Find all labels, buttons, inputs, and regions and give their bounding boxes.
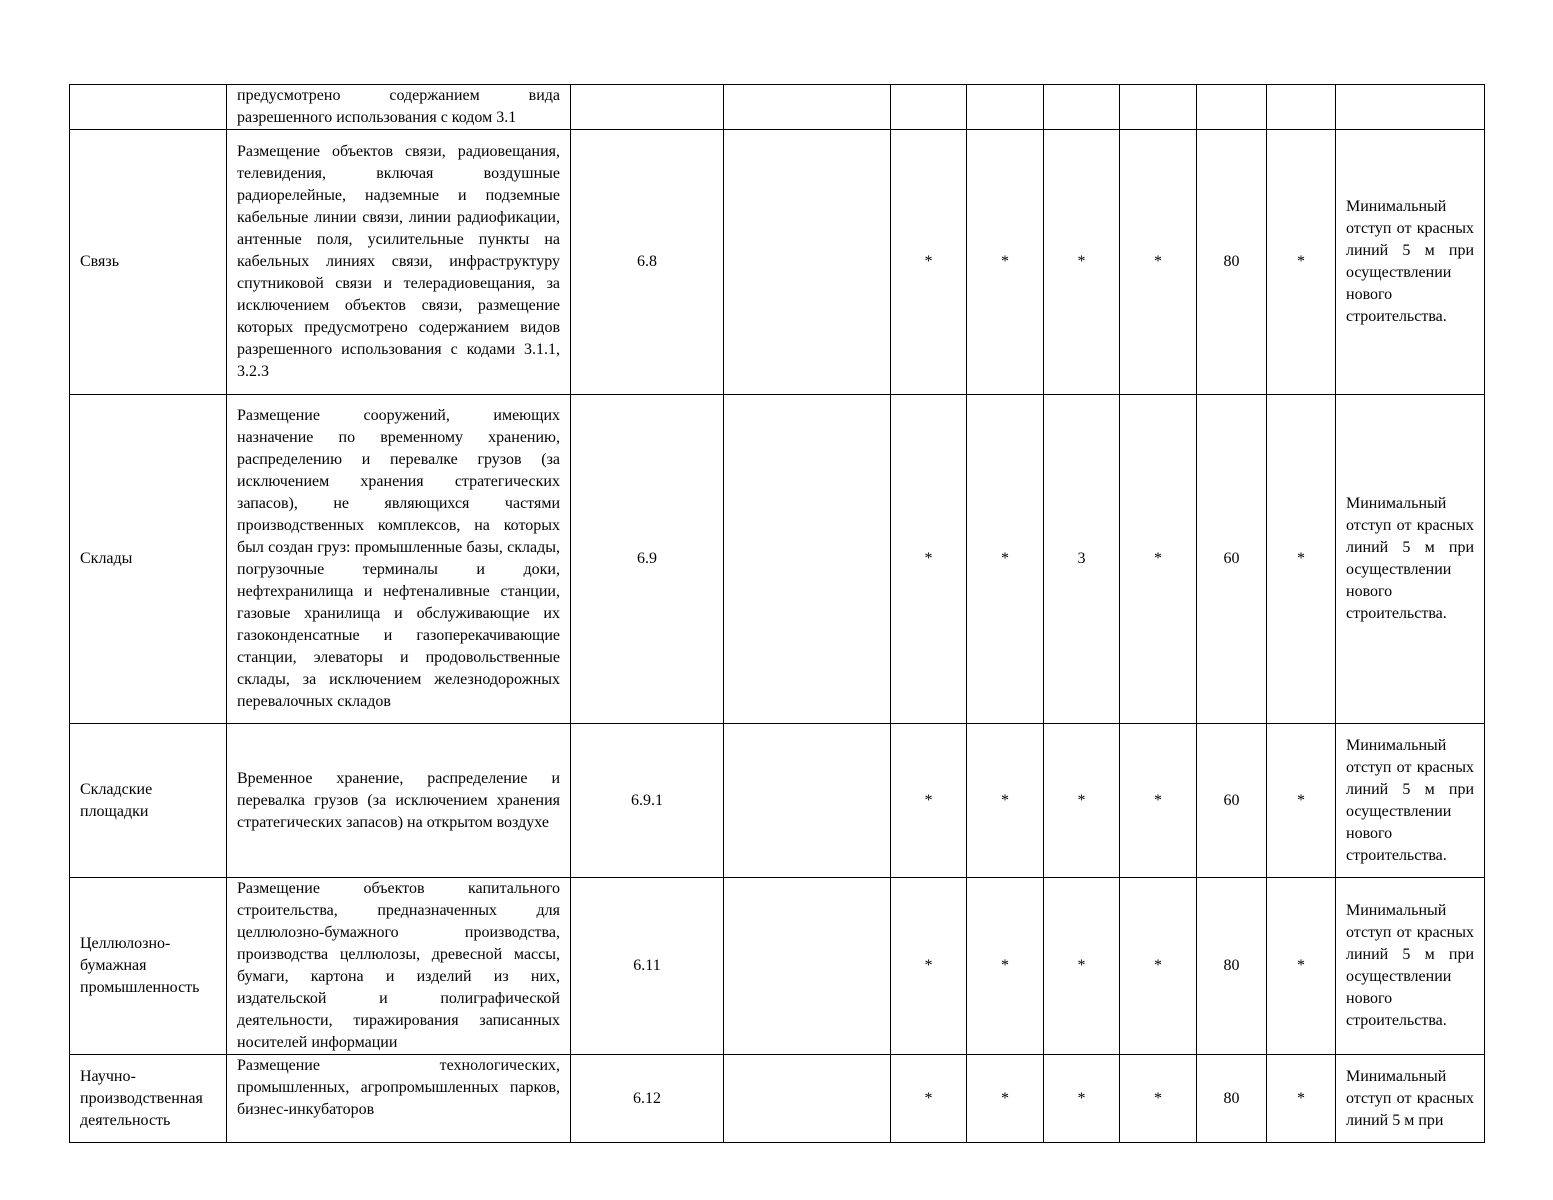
row-name-cell: Целлюлозно-бумажная промышленность	[70, 878, 227, 1055]
value-cell-6: 80	[1197, 878, 1267, 1055]
value-cell-6: 60	[1197, 724, 1267, 878]
value-cell-3: *	[967, 130, 1044, 395]
value-cell-7: *	[1267, 878, 1336, 1055]
row-note-cell: Минимальный отступ от красных линий 5 м при осуществлении нового строительства.	[1336, 395, 1485, 724]
row-description-cell: Временное хранение, распределение и перевалка грузов (за исключением хранения стратегических запасов) на открытом воздухе	[227, 724, 571, 878]
value-cell-2: *	[891, 130, 967, 395]
value-cell-6	[1197, 85, 1267, 130]
row-code-cell: 6.9	[571, 395, 724, 724]
row-description-cell: предусмотрено содержанием вида разрешенного использования с кодом 3.1	[227, 85, 571, 130]
value-cell-7: *	[1267, 395, 1336, 724]
row-note-cell	[1336, 85, 1485, 130]
row-note-cell: Минимальный отступ от красных линий 5 м при осуществлении нового строительства.	[1336, 878, 1485, 1055]
row-description-cell: Размещение объектов связи, радиовещания, телевидения, включая воздушные радиорелейные, надземные и подземные кабельные линии связи, линии радиофикации, антенные поля, усилительные пункты на кабельных линиях связи, инфраструктуру спутниковой связи и телерадиовещания, за исключением объектов связи, размещение которых предусмотрено содержанием видов разрешенного использования с кодами 3.1.1, 3.2.3	[227, 130, 571, 395]
value-cell-5: *	[1120, 724, 1197, 878]
value-cell-4: *	[1044, 1055, 1120, 1143]
value-cell-1	[724, 724, 891, 878]
row-name-cell: Склады	[70, 395, 227, 724]
table-row	[70, 878, 1485, 1055]
land-use-table	[69, 84, 1485, 1143]
value-cell-7: *	[1267, 130, 1336, 395]
value-cell-2: *	[891, 724, 967, 878]
value-cell-3: *	[967, 395, 1044, 724]
value-cell-3: *	[967, 1055, 1044, 1143]
row-name-cell	[70, 85, 227, 130]
value-cell-2: *	[891, 1055, 967, 1143]
table-row	[70, 130, 1485, 395]
value-cell-5: *	[1120, 878, 1197, 1055]
value-cell-3	[967, 85, 1044, 130]
value-cell-4: *	[1044, 130, 1120, 395]
table-row	[70, 85, 1485, 130]
row-description-cell: Размещение сооружений, имеющих назначение по временному хранению, распределению и перевалке грузов (за исключением хранения стратегических запасов), не являющихся частями производственных комплексов, на которых был создан груз: промышленные базы, склады, погрузочные терминалы и доки, нефтехранилища и нефтеналивные станции, газовые хранилища и обслуживающие их газоконденсатные и газоперекачивающие станции, элеваторы и продовольственные склады, за исключением железнодорожных перевалочных складов	[227, 395, 571, 724]
row-code-cell: 6.12	[571, 1055, 724, 1143]
value-cell-1	[724, 1055, 891, 1143]
row-code-cell: 6.11	[571, 878, 724, 1055]
value-cell-2: *	[891, 395, 967, 724]
table-row	[70, 395, 1485, 724]
value-cell-4: 3	[1044, 395, 1120, 724]
value-cell-6: 80	[1197, 1055, 1267, 1143]
row-name-cell: Связь	[70, 130, 227, 395]
value-cell-3: *	[967, 724, 1044, 878]
value-cell-1	[724, 395, 891, 724]
value-cell-4	[1044, 85, 1120, 130]
value-cell-5	[1120, 85, 1197, 130]
value-cell-1	[724, 130, 891, 395]
value-cell-6: 60	[1197, 395, 1267, 724]
value-cell-5: *	[1120, 130, 1197, 395]
row-note-cell: Минимальный отступ от красных линий 5 м при	[1336, 1055, 1485, 1143]
table-row	[70, 1055, 1485, 1143]
value-cell-1	[724, 878, 891, 1055]
value-cell-4: *	[1044, 724, 1120, 878]
value-cell-1	[724, 85, 891, 130]
value-cell-4: *	[1044, 878, 1120, 1055]
row-name-cell: Научно-производственная деятельность	[70, 1055, 227, 1143]
row-description-cell: Размещение объектов капитального строительства, предназначенных для целлюлозно-бумажного производства, производства целлюлозы, древесной массы, бумаги, картона и изделий из них, издательской и полиграфической деятельности, тиражирования записанных носителей информации	[227, 878, 571, 1055]
row-note-cell: Минимальный отступ от красных линий 5 м при осуществлении нового строительства.	[1336, 724, 1485, 878]
row-code-cell: 6.8	[571, 130, 724, 395]
value-cell-2: *	[891, 878, 967, 1055]
row-description-cell: Размещение технологических, промышленных, агропромышленных парков, бизнес-инкубаторов	[227, 1055, 571, 1143]
value-cell-6: 80	[1197, 130, 1267, 395]
value-cell-2	[891, 85, 967, 130]
value-cell-5: *	[1120, 395, 1197, 724]
row-code-cell: 6.9.1	[571, 724, 724, 878]
value-cell-5: *	[1120, 1055, 1197, 1143]
value-cell-7: *	[1267, 724, 1336, 878]
row-name-cell: Складские площадки	[70, 724, 227, 878]
value-cell-3: *	[967, 878, 1044, 1055]
value-cell-7: *	[1267, 1055, 1336, 1143]
table-row	[70, 724, 1485, 878]
value-cell-7	[1267, 85, 1336, 130]
row-code-cell	[571, 85, 724, 130]
row-note-cell: Минимальный отступ от красных линий 5 м при осуществлении нового строительства.	[1336, 130, 1485, 395]
